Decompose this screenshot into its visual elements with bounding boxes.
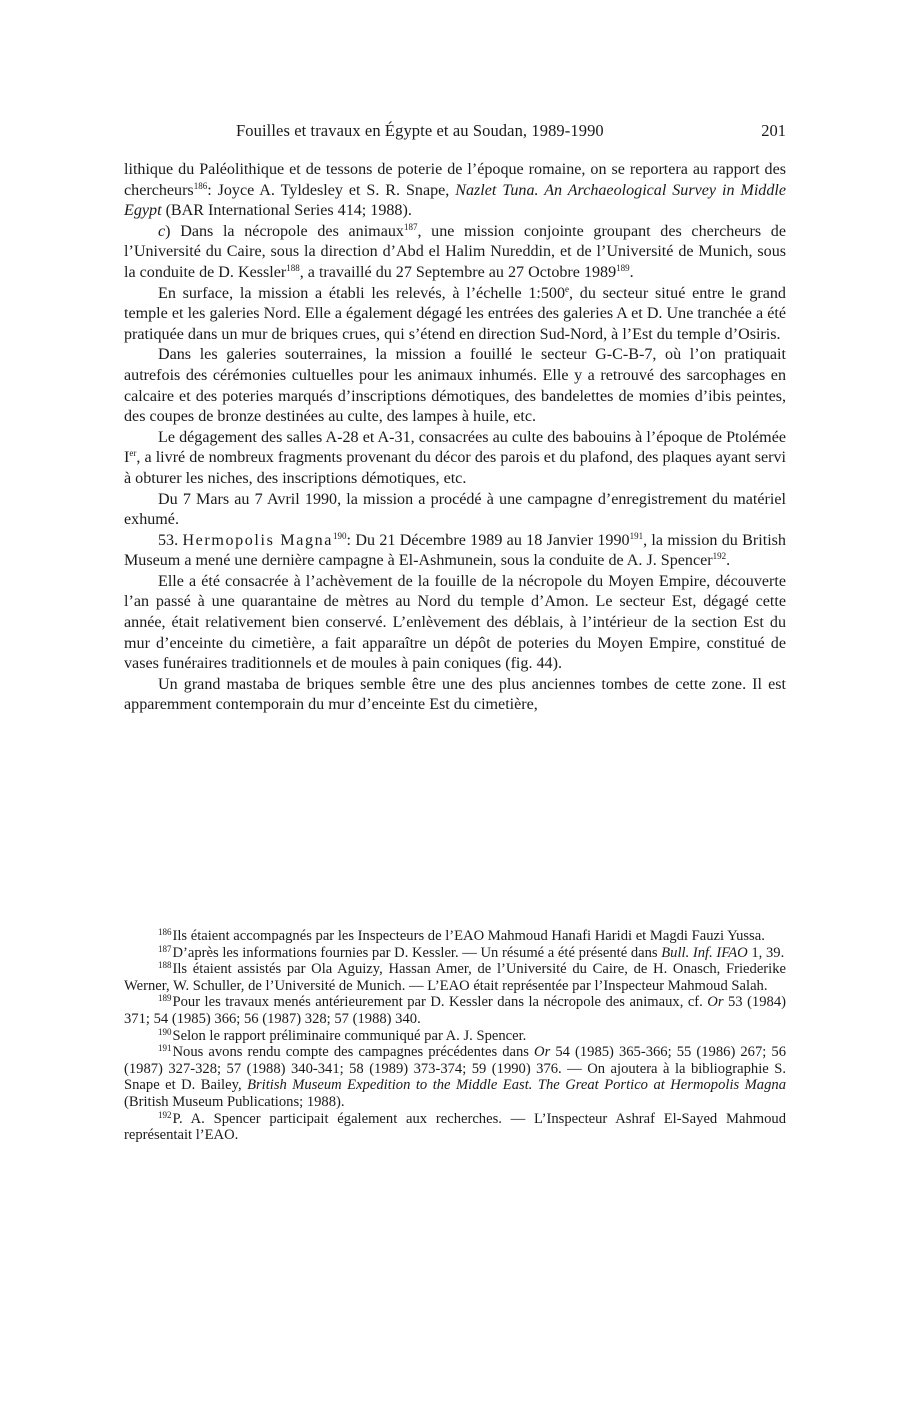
text-run: Ils étaient accompagnés par les Inspecteurs de l’EAO Mahmoud Hanafi Haridi et Magdi Fauzi Yussa. — [172, 928, 765, 944]
text-run: . — [726, 552, 731, 570]
body-text — [124, 160, 786, 716]
text-run: , du secteur situé entre le grand temple et les galeries Nord. Elle a également dégagé les entrées des galeries A et D. Une tranchée a été pratiquée dans un mur de briques crues, qui s’étend en direction Sud-Nord, à l’Est du temple d’Osiris. — [124, 284, 786, 343]
italic-text: Or — [534, 1044, 551, 1061]
footnotes — [124, 928, 786, 1144]
paragraph — [124, 222, 786, 284]
text-run: 53. — [158, 531, 183, 549]
running-head — [124, 118, 786, 142]
paragraph — [124, 284, 786, 346]
text-run: Le dégagement des salles A-28 et A-31, consacrées au culte des babouins à l’époque de Ptolémée I — [124, 428, 786, 467]
note-ref: 186 — [158, 927, 172, 937]
text-run: (BAR International Series 414; 1988). — [161, 202, 412, 220]
text-run: , a livré de nombreux fragments provenant du décor des parois et du plafond, des plaques ayant servi à obturer les niches, des inscriptions démotiques, etc. — [124, 449, 786, 487]
note-ref: 191 — [158, 1043, 172, 1054]
note-ref: 189 — [158, 993, 172, 1004]
text-run: Pour les travaux menés antérieurement par D. Kessler dans la nécropole des animaux, cf. — [172, 994, 708, 1011]
italic-text: Bull. Inf. IFAO — [661, 944, 748, 961]
note-ref: 191 — [629, 530, 644, 541]
text-run: : Joyce A. Tyldesley et S. R. Snape, — [207, 181, 456, 199]
text-run: (British Museum Publications; 1988). — [124, 1093, 345, 1110]
italic-text: Nazlet Tuna. An Archaeological Survey in Middle Egypt — [124, 181, 787, 220]
text-run: , a travaillé du 27 Septembre au 27 Octobre 1989 — [299, 263, 617, 281]
footnote — [124, 1044, 786, 1110]
paragraph — [124, 345, 786, 427]
footnote — [124, 1028, 786, 1045]
text-run: 53 (1984) 371; 54 (1985) 366; 56 (1987) 328; 57 (1988) 340. — [124, 994, 786, 1027]
text-run: Un grand mastaba de briques semble être une des plus anciennes tombes de cette zone. Il est apparemment contemporain du mur d’enceinte Est du cimetière, — [124, 675, 786, 714]
footnote — [124, 994, 786, 1027]
paragraph — [124, 531, 786, 572]
paragraph — [124, 490, 786, 531]
note-ref: er — [129, 448, 137, 459]
text-run: lithique du Paléolithique et de tessons de poterie de l’époque romaine, on se reportera au rapport des chercheurs — [124, 161, 786, 199]
note-ref: 188 — [158, 960, 172, 971]
text-run: ) Dans la nécropole des animaux — [165, 222, 404, 240]
note-ref: 190 — [158, 1026, 172, 1037]
italic-text: Or — [707, 994, 724, 1011]
footnote — [124, 1111, 786, 1144]
text-run: Selon le rapport préliminaire communiqué par A. J. Spencer. — [172, 1027, 527, 1044]
note-ref: 192 — [712, 551, 727, 562]
running-title: Fouilles et travaux en Égypte et au Soudan, 1989-1990 — [236, 121, 604, 140]
note-ref: 189 — [616, 262, 630, 273]
text-run: Elle a été consacrée à l’achèvement de la fouille de la nécropole du Moyen Empire, découverte l’an passé à une quarantaine de mètres au Nord du temple d’Amon. Le secteur Est, dégagé cette année, était relativement bien conservé. L’enlèvement des déblais, à l’intérieur de la section Est du mur d’enceinte du cimetière, a fait apparaître un dépôt de poteries du Moyen Empire, constitué de vases funéraires traditionnels et de moules à pain coniques (fig. 44). — [124, 572, 786, 673]
text-run: : Du 21 Décembre 1989 au 18 Janvier 1990 — [346, 531, 630, 549]
footnote — [124, 945, 786, 962]
text-run: , la mission du British Museum a mené une dernière campagne à El-Ashmunein, sous la conduite de A. J. Spencer — [124, 531, 786, 570]
paragraph — [124, 572, 786, 675]
text-run: Dans les galeries souterraines, la mission a fouillé le secteur G-C-B-7, où l’on pratiquait autrefois des cérémonies cultuelles pour les animaux inhumés. Elle y a retrouvé des sarcophages en calcaire et des poteries marqués d’inscriptions démotiques, des bandelettes de momies d’ibis peintes, des coupes de bronze destinées au culte, des lampes à huile, etc. — [124, 346, 786, 426]
text-run: D’après les informations fournies par D. Kessler. — Un résumé a été présenté dans — [172, 944, 662, 961]
note-ref: e — [565, 283, 570, 294]
site-name: Hermopolis Magna — [182, 531, 334, 549]
text-run: Du 7 Mars au 7 Avril 1990, la mission a procédé à une campagne d’enregistrement du matériel exhumé. — [124, 490, 786, 529]
note-ref: 187 — [403, 221, 418, 232]
text-run: En surface, la mission a établi les relevés, à l’échelle 1:500 — [158, 284, 566, 302]
text-run: Nous avons rendu compte des campagnes précédentes dans — [172, 1044, 535, 1061]
text-run: Ils étaient assistés par Ola Aguizy, Hassan Amer, de l’Université du Caire, de H. Onasch, Friederike Werner, W. Schuller, de l’Université de Munich. — L’EAO était représentée par l’Inspecteur Mahmoud Salah. — [124, 961, 786, 994]
note-ref: 188 — [286, 262, 300, 273]
page-number: 201 — [761, 121, 786, 140]
paragraph — [124, 160, 786, 222]
text-run: . — [629, 263, 634, 281]
note-ref: 186 — [193, 180, 208, 191]
paragraph — [124, 675, 786, 716]
text-run: 54 (1985) 365-366; 55 (1986) 267; 56 (1987) 327-328; 57 (1988) 340-341; 58 (1989) 373-374; 59 (1990) 376. — On ajoutera à la bibliographie S. Snape et D. Bailey, — [124, 1044, 786, 1094]
footnote — [124, 928, 786, 945]
note-ref: 187 — [158, 943, 172, 954]
text-run: 1, 39. — [747, 944, 785, 961]
text-run: P. A. Spencer participait également aux recherches. — L’Inspecteur Ashraf El-Sayed Mahmoud représentait l’EAO. — [124, 1110, 786, 1144]
italic-text: British Museum Expedition to the Middle East. The Great Portico at Hermopolis Magna — [247, 1077, 786, 1094]
text-run: , une mission conjointe groupant des chercheurs de l’Université du Caire, sous la direction d’Abd el Halim Nureddin, et de l’Université de Munich, sous la conduite de D. Kessler — [124, 222, 786, 281]
italic-text: c — [158, 222, 166, 240]
paragraph — [124, 428, 786, 490]
note-ref: 190 — [333, 530, 347, 541]
footnote — [124, 961, 786, 994]
note-ref: 192 — [158, 1109, 172, 1120]
